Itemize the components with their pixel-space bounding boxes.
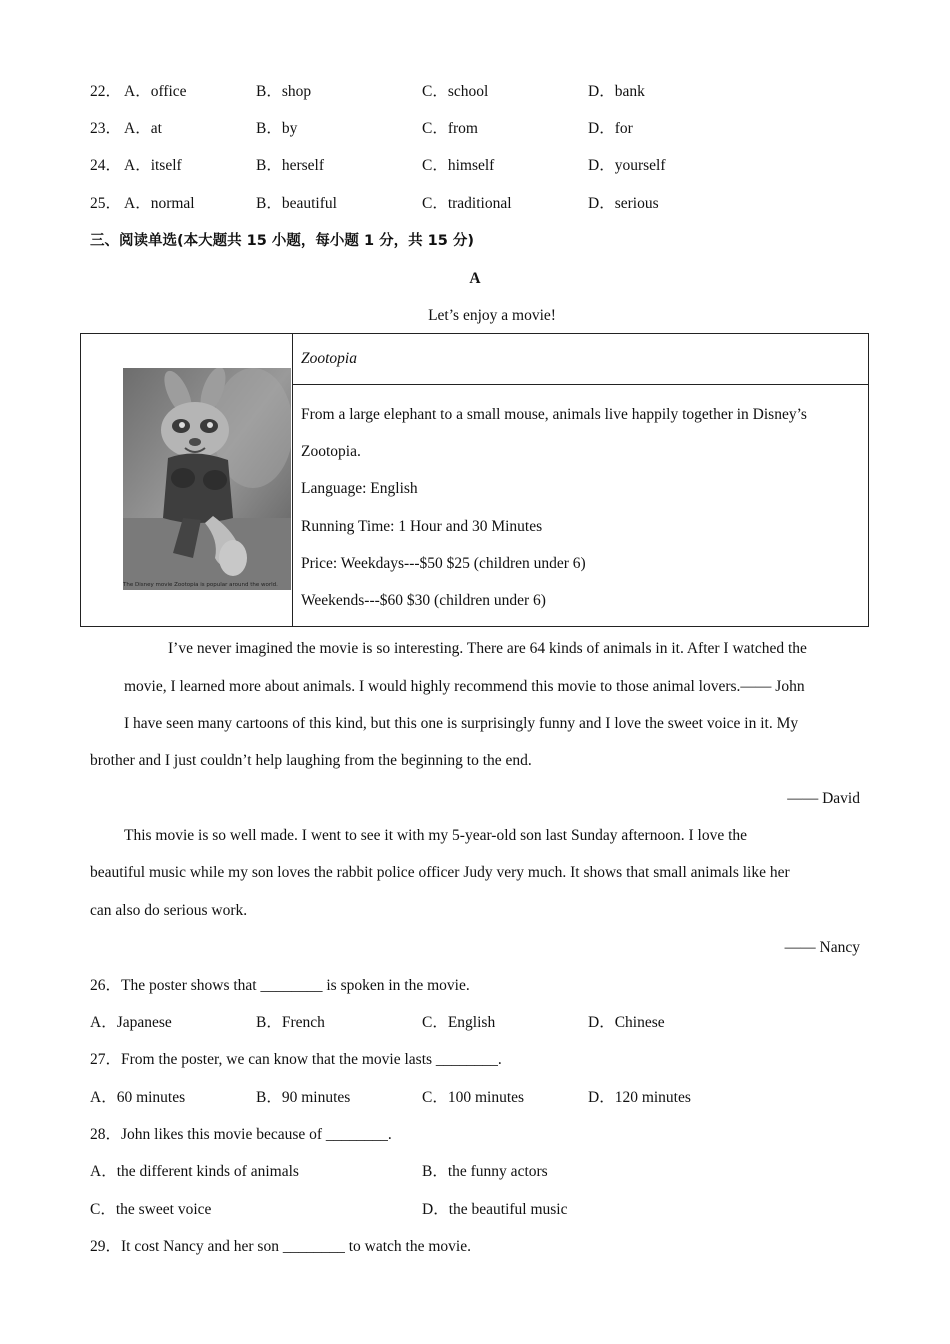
review-david-signature: —— David xyxy=(787,790,860,807)
option-a: A．itself xyxy=(124,157,182,174)
poster-line: Zootopia. xyxy=(301,443,361,460)
question-number: 22． xyxy=(90,83,122,100)
option-a: A．normal xyxy=(124,195,195,212)
poster-price-weekdays: Price: Weekdays---$50 $25 (children under 6) xyxy=(301,555,586,572)
question-number: 23． xyxy=(90,120,122,137)
option-c: C．the sweet voice xyxy=(90,1201,212,1218)
section-title: 三、阅读单选(本大题共 15 小题，每小题 1 分，共 15 分) xyxy=(90,233,474,249)
question-26-stem: 26．The poster shows that ________ is spoken in the movie. xyxy=(90,977,470,994)
review-john-line: I’ve never imagined the movie is so interesting. There are 64 kinds of animals in it. After I watched the xyxy=(168,640,807,657)
question-27-stem: 27．From the poster, we can know that the movie lasts ________. xyxy=(90,1051,502,1068)
option-a: A．office xyxy=(124,83,187,100)
movie-poster-table xyxy=(80,333,869,627)
option-b: B．the funny actors xyxy=(422,1163,548,1180)
option-a: A．at xyxy=(124,120,162,137)
option-d: D．for xyxy=(588,120,633,137)
option-b: B．beautiful xyxy=(256,195,337,212)
review-nancy-line: can also do serious work. xyxy=(90,902,248,919)
option-b: B．90 minutes xyxy=(256,1089,351,1106)
option-b: B．by xyxy=(256,120,298,137)
rabbit-officer-illustration xyxy=(123,368,291,590)
option-a: A．60 minutes xyxy=(90,1089,186,1106)
photo-caption: The Disney movie Zootopia is popular around the world. xyxy=(123,582,278,588)
option-c: C．from xyxy=(422,120,478,137)
question-28-stem: 28．John likes this movie because of ________. xyxy=(90,1126,392,1143)
option-c: C．himself xyxy=(422,157,495,174)
poster-line: From a large elephant to a small mouse, animals live happily together in Disney’s xyxy=(301,406,807,423)
option-d: D．bank xyxy=(588,83,645,100)
option-b: B．herself xyxy=(256,157,325,174)
option-d: D．serious xyxy=(588,195,659,212)
option-d: D．Chinese xyxy=(588,1014,665,1031)
option-c: C．100 minutes xyxy=(422,1089,525,1106)
review-nancy-line: This movie is so well made. I went to see it with my 5-year-old son last Sunday afternoon. I love the xyxy=(124,827,748,844)
review-nancy-signature: —— Nancy xyxy=(784,939,860,956)
option-c: C．traditional xyxy=(422,195,512,212)
passage-heading: Let’s enjoy a movie! xyxy=(428,307,556,324)
poster-image-cell xyxy=(81,334,293,626)
option-b: B．shop xyxy=(256,83,312,100)
option-d: D．yourself xyxy=(588,157,666,174)
review-david-line: I have seen many cartoons of this kind, but this one is surprisingly funny and I love the sweet voice in it. My xyxy=(124,715,799,732)
passage-label: A xyxy=(469,270,481,287)
option-d: D．the beautiful music xyxy=(422,1201,568,1218)
review-john-line: movie, I learned more about animals. I would highly recommend this movie to those animal lovers.—— John xyxy=(124,678,805,695)
question-29-stem: 29．It cost Nancy and her son ________ to watch the movie. xyxy=(90,1238,471,1255)
option-a: A．Japanese xyxy=(90,1014,172,1031)
poster-running-time: Running Time: 1 Hour and 30 Minutes xyxy=(301,518,543,535)
poster-title-row xyxy=(292,334,868,385)
option-c: C．English xyxy=(422,1014,496,1031)
option-c: C．school xyxy=(422,83,489,100)
poster-language: Language: English xyxy=(301,480,418,497)
question-number: 25． xyxy=(90,195,122,212)
review-nancy-line: beautiful music while my son loves the rabbit police officer Judy very much. It shows that small animals like her xyxy=(90,864,790,881)
movie-photo xyxy=(123,368,291,590)
option-a: A．the different kinds of animals xyxy=(90,1163,299,1180)
option-d: D．120 minutes xyxy=(588,1089,691,1106)
poster-price-weekends: Weekends---$60 $30 (children under 6) xyxy=(301,592,546,609)
option-b: B．French xyxy=(256,1014,325,1031)
question-number: 24． xyxy=(90,157,122,174)
review-david-line: brother and I just couldn’t help laughing from the beginning to the end. xyxy=(90,752,532,769)
movie-title: Zootopia xyxy=(301,350,357,367)
